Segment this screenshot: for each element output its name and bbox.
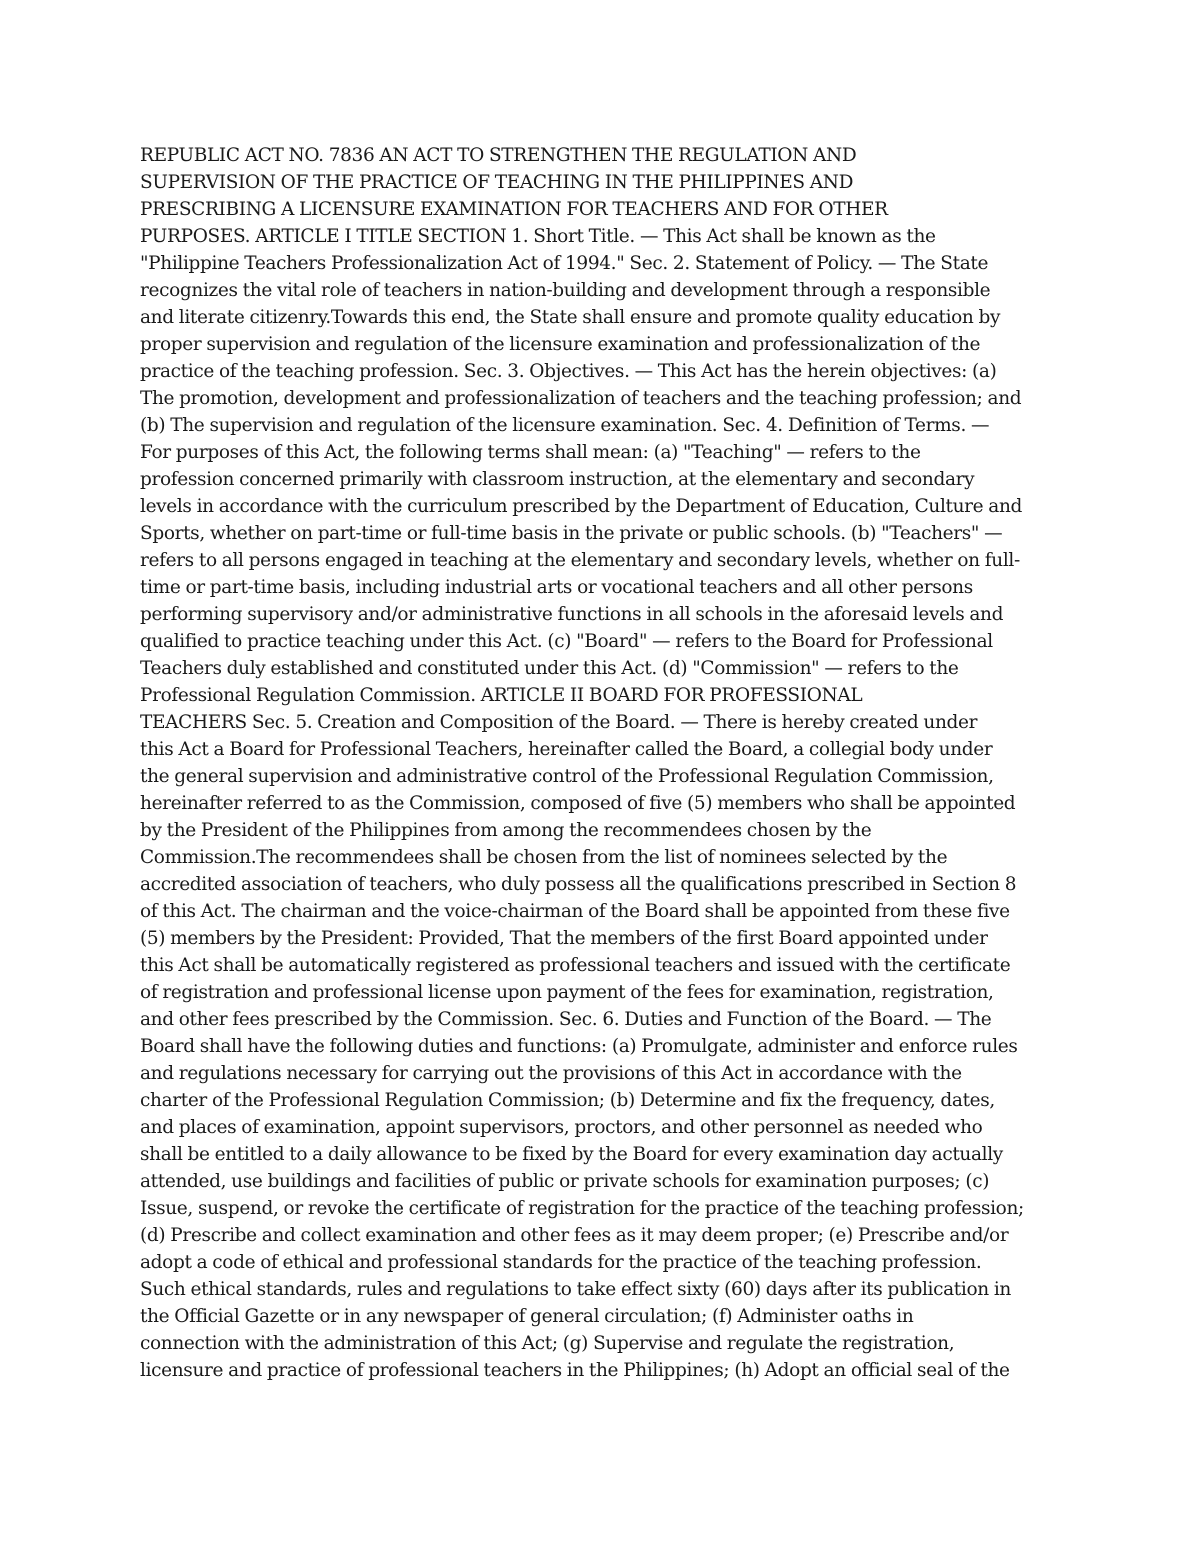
text-line: Teachers duly established and constituted under this Act. (d) "Commission" — refers to the bbox=[140, 658, 959, 679]
text-line: PRESCRIBING A LICENSURE EXAMINATION FOR TEACHERS AND FOR OTHER bbox=[140, 199, 888, 220]
text-line: "Philippine Teachers Professionalization Act of 1994." Sec. 2. Statement of Policy. — The State bbox=[140, 253, 989, 274]
text-line: The promotion, development and professionalization of teachers and the teaching profession; and bbox=[140, 388, 1022, 409]
text-line: of registration and professional license upon payment of the fees for examination, registration, bbox=[140, 982, 994, 1003]
text-line: TEACHERS Sec. 5. Creation and Composition of the Board. — There is hereby created under bbox=[140, 712, 978, 733]
text-line: this Act shall be automatically registered as professional teachers and issued with the certificate bbox=[140, 955, 1011, 976]
text-line: charter of the Professional Regulation Commission; (b) Determine and fix the frequency, dates, bbox=[140, 1090, 995, 1111]
document-body-text bbox=[140, 142, 1060, 1411]
text-line: SUPERVISION OF THE PRACTICE OF TEACHING IN THE PHILIPPINES AND bbox=[140, 172, 854, 193]
text-line: and literate citizenry.Towards this end, the State shall ensure and promote quality education by bbox=[140, 307, 1001, 328]
text-line: accredited association of teachers, who duly possess all the qualifications prescribed in Section 8 bbox=[140, 874, 1017, 895]
text-line: REPUBLIC ACT NO. 7836 AN ACT TO STRENGTHEN THE REGULATION AND bbox=[140, 145, 857, 166]
text-line: refers to all persons engaged in teaching at the elementary and secondary levels, whether on full- bbox=[140, 550, 1020, 571]
text-line: by the President of the Philippines from among the recommendees chosen by the bbox=[140, 820, 872, 841]
text-line: (d) Prescribe and collect examination and other fees as it may deem proper; (e) Prescribe and/or bbox=[140, 1225, 1009, 1246]
text-line: Professional Regulation Commission. ARTICLE II BOARD FOR PROFESSIONAL bbox=[140, 685, 863, 706]
text-line: and regulations necessary for carrying out the provisions of this Act in accordance with the bbox=[140, 1063, 962, 1084]
text-line: proper supervision and regulation of the licensure examination and professionalization of the bbox=[140, 334, 981, 355]
text-line: attended, use buildings and facilities of public or private schools for examination purposes; (c) bbox=[140, 1171, 990, 1192]
text-line: the Official Gazette or in any newspaper of general circulation; (f) Administer oaths in bbox=[140, 1306, 914, 1327]
text-line: connection with the administration of this Act; (g) Supervise and regulate the registration, bbox=[140, 1333, 955, 1354]
text-line: performing supervisory and/or administrative functions in all schools in the aforesaid levels and bbox=[140, 604, 1004, 625]
text-line: and places of examination, appoint supervisors, proctors, and other personnel as needed who bbox=[140, 1117, 983, 1138]
text-line bbox=[140, 1384, 1060, 1411]
text-line: hereinafter referred to as the Commission, composed of five (5) members who shall be appointed bbox=[140, 793, 1016, 814]
text-line: Board shall have the following duties and functions: (a) Promulgate, administer and enforce rules bbox=[140, 1036, 1018, 1057]
text-line: qualified to practice teaching under this Act. (c) "Board" — refers to the Board for Professional bbox=[140, 631, 993, 652]
text-line: Commission.The recommendees shall be chosen from the list of nominees selected by the bbox=[140, 847, 948, 868]
text-line: practice of the teaching profession. Sec. 3. Objectives. — This Act has the herein objectives: (a) bbox=[140, 361, 997, 382]
text-line: Issue, suspend, or revoke the certificate of registration for the practice of the teaching profession; bbox=[140, 1198, 1024, 1219]
text-line: Such ethical standards, rules and regulations to take effect sixty (60) days after its publication in bbox=[140, 1279, 1011, 1300]
text-line: profession concerned primarily with classroom instruction, at the elementary and secondary bbox=[140, 469, 975, 490]
text-line: recognizes the vital role of teachers in nation-building and development through a responsible bbox=[140, 280, 991, 301]
text-line: this Act a Board for Professional Teachers, hereinafter called the Board, a collegial body under bbox=[140, 739, 993, 760]
text-line: shall be entitled to a daily allowance to be fixed by the Board for every examination day actually bbox=[140, 1144, 1003, 1165]
text-line: adopt a code of ethical and professional standards for the practice of the teaching profession. bbox=[140, 1252, 982, 1273]
text-line: Sports, whether on part-time or full-time basis in the private or public schools. (b) "Teachers" — bbox=[140, 523, 1003, 544]
text-line: licensure and practice of professional teachers in the Philippines; (h) Adopt an official seal of the bbox=[140, 1360, 1010, 1381]
text-line: levels in accordance with the curriculum prescribed by the Department of Education, Culture and bbox=[140, 496, 1023, 517]
text-line: For purposes of this Act, the following terms shall mean: (a) "Teaching" — refers to the bbox=[140, 442, 921, 463]
text-line: time or part-time basis, including industrial arts or vocational teachers and all other persons bbox=[140, 577, 973, 598]
text-line: the general supervision and administrative control of the Professional Regulation Commission, bbox=[140, 766, 994, 787]
text-line: (b) The supervision and regulation of the licensure examination. Sec. 4. Definition of Terms. — bbox=[140, 415, 990, 436]
text-line: (5) members by the President: Provided, That the members of the first Board appointed under bbox=[140, 928, 988, 949]
text-line: of this Act. The chairman and the voice-chairman of the Board shall be appointed from these five bbox=[140, 901, 1010, 922]
text-line: PURPOSES. ARTICLE I TITLE SECTION 1. Short Title. — This Act shall be known as the bbox=[140, 226, 936, 247]
text-line: and other fees prescribed by the Commission. Sec. 6. Duties and Function of the Board. — The bbox=[140, 1009, 992, 1030]
